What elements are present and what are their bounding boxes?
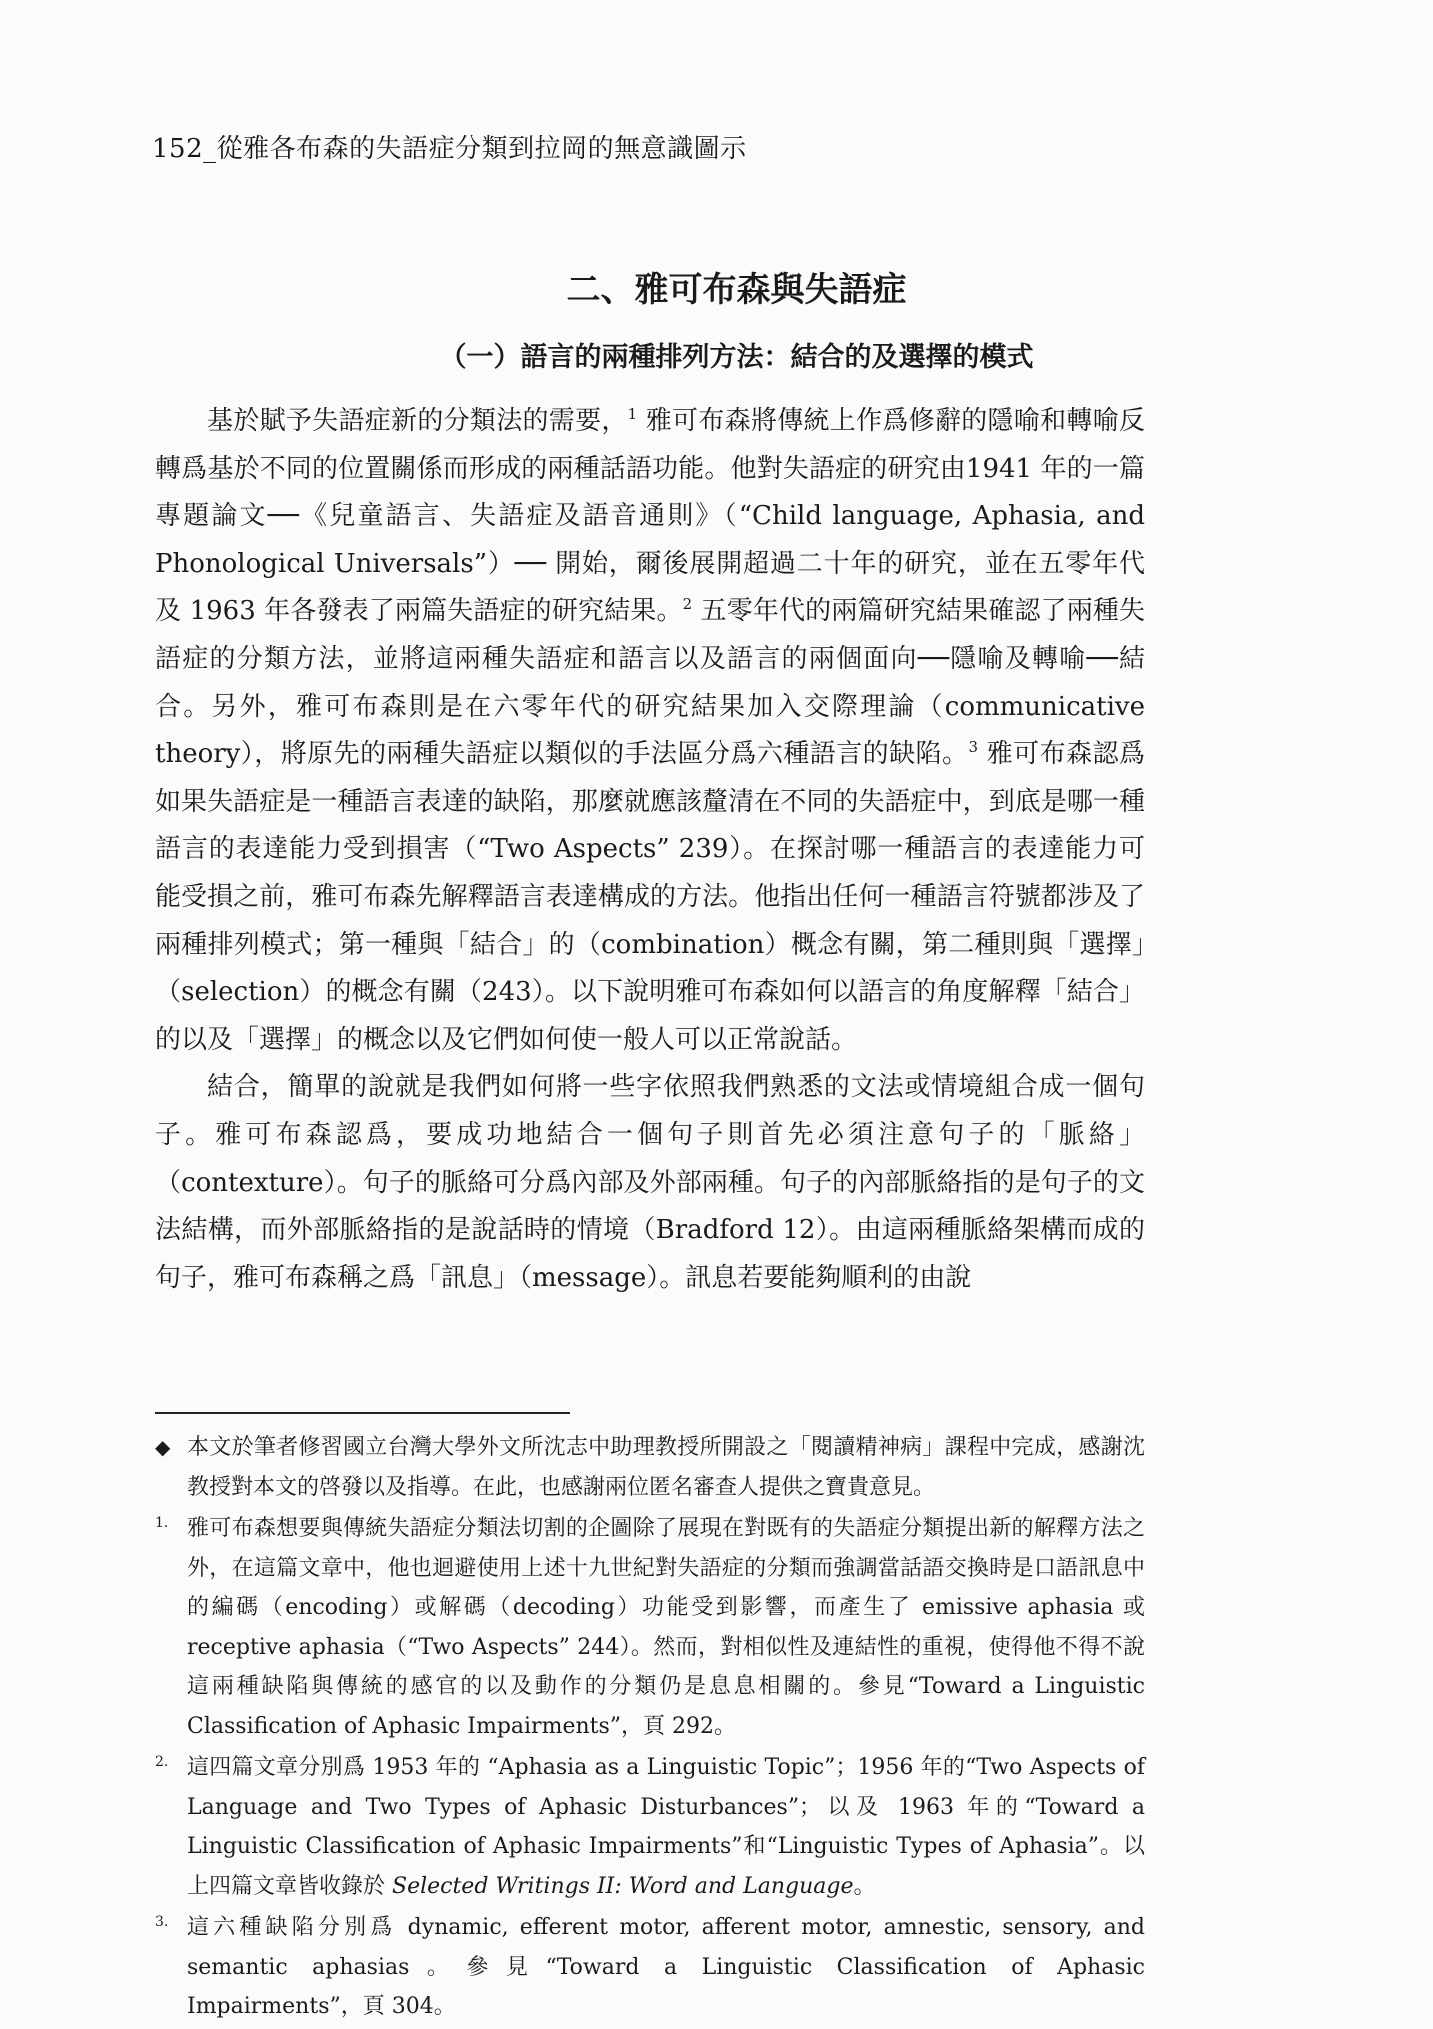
footnote-2-text-a: 這四篇文章分別爲 1953 年的 “Aphasia as a Linguistic Topic”；1956 年的“Two Aspects of Language and Two Types of Aphasic Disturbances”；以及 1963 年的“Toward a Linguistic Classification of Aphasic Impairments”和“Linguistic Types of Aphasia”。以上四篇文章皆收錄於	[187, 1755, 1145, 1899]
footnote-3-mark: 3.	[155, 1914, 169, 1930]
footnote-acknowledgement	[155, 1428, 1145, 1507]
paragraph-1	[155, 398, 1145, 1064]
p1-part-d: 雅可布森認爲如果失語症是一種語言表達的缺陷，那麼就應該釐清在不同的失語症中，到底是哪一種語言的表達能力受到損害（“Two Aspects” 239）。在探討哪一種語言的表達能力可能受損之前，雅可布森先解釋語言表達構成的方法。他指出任何一種語言符號都涉及了兩種排列模式；第一種與「結合」的（combination）概念有關，第二種則與「選擇」（selection）的概念有關（243）。以下說明雅可布森如何以語言的角度解釋「結合」的以及「選擇」的概念以及它們如何使一般人可以正常說話。	[155, 739, 1145, 1055]
footnote-ref-3: 3	[968, 738, 979, 757]
diamond-icon: ◆	[155, 1435, 171, 1459]
p1-part-c: 五零年代的兩篇研究結果確認了兩種失語症的分類方法，並將這兩種失語症和語言以及語言的兩個面向──隱喻及轉喻──結合。另外，雅可布森則是在六零年代的研究結果加入交際理論（communicative theory），將原先的兩種失語症以類似的手法區分爲六種語言的缺陷。	[155, 596, 1145, 770]
footnotes	[155, 1428, 1145, 2029]
footnote-1	[155, 1509, 1145, 1746]
footnote-ref-1: 1	[627, 405, 638, 423]
footnote-divider	[155, 1412, 570, 1414]
subsection-title: （一）語言的兩種排列方法：結合的及選擇的模式	[439, 342, 1034, 373]
footnote-ref-2: 2	[682, 595, 693, 614]
body-text	[155, 398, 1145, 1302]
footnote-3-text: 這六種缺陷分別爲 dynamic, efferent motor, afferent motor, amnestic, sensory, and semantic aphasias。參見“Toward a Linguistic Classification of Aphasic Impairments”，頁 304。	[187, 1915, 1145, 2019]
footnote-acknowledgement-text: 本文於筆者修習國立台灣大學外文所沈志中助理教授所開設之「閱讀精神病」課程中完成，感謝沈教授對本文的啓發以及指導。在此，也感謝兩位匿名審查人提供之寶貴意見。	[187, 1435, 1145, 1500]
footnote-2-mark: 2.	[155, 1754, 169, 1770]
footnote-2-book-title: Selected Writings II: Word and Language	[392, 1873, 854, 1899]
footnote-3	[155, 1908, 1145, 2027]
paragraph-2: 結合，簡單的說就是我們如何將一些字依照我們熟悉的文法或情境組合成一個句子。雅可布森認爲，要成功地結合一個句子則首先必須注意句子的「脈絡」（contexture）。句子的脈絡可分爲內部及外部兩種。句子的內部脈絡指的是句子的文法結構，而外部脈絡指的是說話時的情境（Bradford 12）。由這兩種脈絡架構而成的句子，雅可布森稱之爲「訊息」（message）。訊息若要能夠順利的由說	[155, 1072, 1145, 1293]
footnote-1-mark: 1.	[155, 1515, 169, 1531]
p1-part-b: 雅可布森將傳統上作爲修辭的隱喻和轉喻反轉爲基於不同的位置關係而形成的兩種話語功能。他對失語症的研究由1941 年的一篇專題論文──《兒童語言、失語症及語音通則》（“Child language, Aphasia, and Phonological Universals”）── 開始，爾後展開超過二十年的研究，並在五零年代及 1963 年各發表了兩篇失語症的研究結果。	[155, 406, 1145, 627]
footnote-1-text: 雅可布森想要與傳統失語症分類法切割的企圖除了展現在對既有的失語症分類提出新的解釋方法之外，在這篇文章中，他也迴避使用上述十九世紀對失語症的分類而強調當話語交換時是口語訊息中的編碼（encoding）或解碼（decoding）功能受到影響，而產生了 emissive aphasia 或 receptive aphasia（“Two Aspects” 244）。然而，對相似性及連結性的重視，使得他不得不說這兩種缺陷與傳統的感官的以及動作的分類仍是息息相關的。參見“Toward a Linguistic Classification of Aphasic Impairments”，頁 292。	[187, 1516, 1145, 1739]
footnote-2	[155, 1748, 1145, 1906]
footnote-2-text-b: 。	[853, 1873, 876, 1899]
p1-part-a: 基於賦予失語症新的分類法的需要，	[207, 406, 628, 436]
running-head: 152_從雅各布森的失語症分類到拉岡的無意識圖示	[152, 134, 747, 164]
section-title: 二、雅可布森與失語症	[566, 270, 907, 310]
